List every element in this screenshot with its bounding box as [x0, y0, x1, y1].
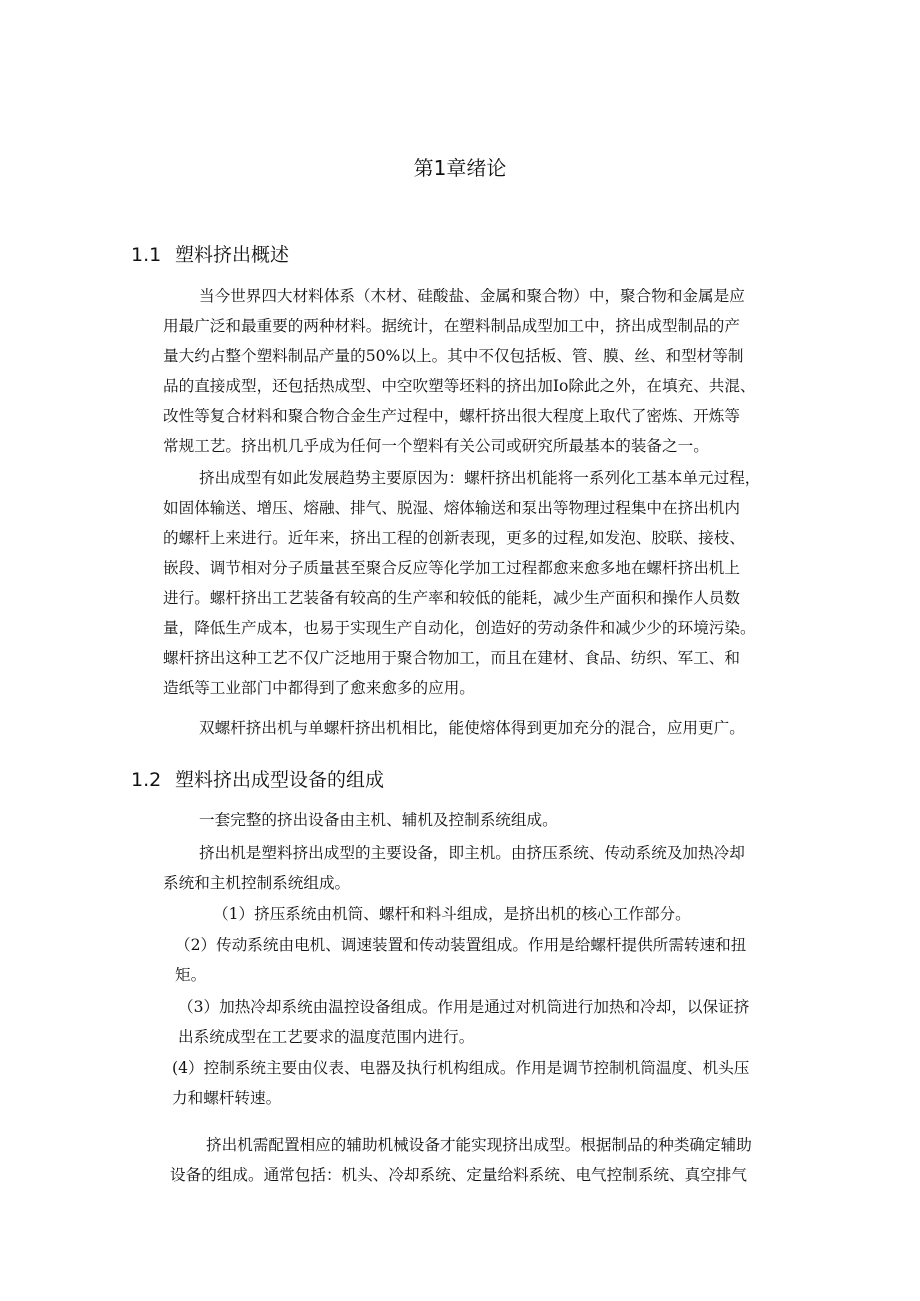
text-line: 出系统成型在工艺要求的温度范围内进行。: [178, 1028, 475, 1046]
text-line: (4）控制系统主要由仪表、电器及执行机构组成。作用是调节控制机筒温度、机头压: [172, 1059, 750, 1077]
text-line: 当今世界四大材料体系（木材、硅酸盐、金属和聚合物）中，聚合物和金属是应: [199, 287, 745, 305]
text-line: 双螺杆挤出机与单螺杆挤出机相比，能使熔体得到更加充分的混合，应用更广。: [199, 719, 745, 737]
text-line: 常规工艺。挤出机几乎成为任何一个塑料有关公司或研究所最基本的装备之一。: [163, 437, 709, 455]
section-title: 塑料挤出成型设备的组成: [175, 769, 385, 791]
text-line: （1）挤压系统由机筒、螺杆和料斗组成，是挤出机的核心工作部分。: [213, 905, 691, 923]
text-line: 一套完整的挤出设备由主机、辅机及控制系统组成。: [199, 811, 558, 829]
text-line: 力和螺杆转速。: [172, 1089, 282, 1107]
text-line: 的螺杆上来进行。近年来，挤出工程的创新表现，更多的过程,如发泡、胶联、接枝、: [163, 529, 745, 547]
list-item-1: [213, 899, 773, 929]
text-line: 品的直接成型，还包括热成型、中空吹塑等坯料的挤出加Io除此之外，在填充、共混、: [163, 377, 756, 395]
text-line: 挤出成型有如此发展趋势主要原因为：螺杆挤出机能将一系列化工基本单元过程，: [199, 469, 761, 487]
text-line: 用最广泛和最重要的两种材料。据统计，在塑料制品成型加工中，挤出成型制品的产: [163, 317, 740, 335]
text-line: （3）加热冷却系统由温控设备组成。作用是通过对机筒进行加热和冷却，以保证挤: [178, 998, 750, 1016]
text-line: 嵌段、调节相对分子质量甚至聚合反应等化学加工过程都愈来愈多地在螺杆挤出机上: [163, 559, 740, 577]
text-line: 设备的组成。通常包括：机头、冷却系统、定量给料系统、电气控制系统、真空排气: [170, 1166, 747, 1184]
section-number: 1.2: [131, 769, 162, 791]
text-line: （2）传动系统由电机、调速装置和传动装置组成。作用是给螺杆提供所需转速和扭: [175, 936, 747, 954]
text-line: 螺杆挤出这种工艺不仅广泛地用于聚合物加工，而且在建材、食品、纺织、军工、和: [163, 649, 740, 667]
section-heading-1-2: [131, 765, 384, 792]
paragraph-1-2-c: [170, 1130, 806, 1190]
list-item-3: [178, 992, 803, 1052]
section-heading-1-1: [131, 240, 289, 267]
text-line: 造纸等工业部门中都得到了愈来愈多的应用。: [163, 679, 475, 697]
section-number: 1.1: [131, 244, 162, 266]
text-line: 量大约占整个塑料制品产量的50%以上。其中不仅包括板、管、膜、丝、和型材等制: [163, 347, 744, 365]
text-line: 量，降低生产成本，也易于实现生产自动化，创造好的劳动条件和减少少的环境污染。: [163, 619, 756, 637]
text-line: 挤出机是塑料挤出成型的主要设备，即主机。由挤压系统、传动系统及加热冷却: [199, 844, 745, 862]
text-line: 系统和主机控制系统组成。: [163, 874, 351, 892]
text-line: 挤出机需配置相应的辅助机械设备才能实现挤出成型。根据制品的种类确定辅助: [206, 1136, 752, 1154]
list-item-4: [172, 1053, 804, 1113]
paragraph-1-2-a: [163, 805, 799, 835]
paragraph-1-1-a: [163, 281, 799, 461]
chapter-title: 第1章绪论: [413, 156, 507, 180]
section-title: 塑料挤出概述: [175, 244, 290, 266]
text-line: 矩。: [175, 966, 207, 984]
paragraph-1-1-b: [163, 463, 803, 703]
paragraph-1-2-b: [163, 838, 803, 898]
text-line: 进行。螺杆挤出工艺装备有较高的生产率和较低的能耗，减少生产面积和操作人员数: [163, 589, 740, 607]
list-item-2: [175, 930, 803, 990]
text-line: 如固体输送、增压、熔融、排气、脱湿、熔体输送和泵出等物理过程集中在挤出机内: [163, 499, 740, 517]
text-line: 改性等复合材料和聚合物合金生产过程中，螺杆挤出很大程度上取代了密炼、开炼等: [163, 407, 740, 425]
paragraph-1-1-c: [163, 713, 799, 743]
